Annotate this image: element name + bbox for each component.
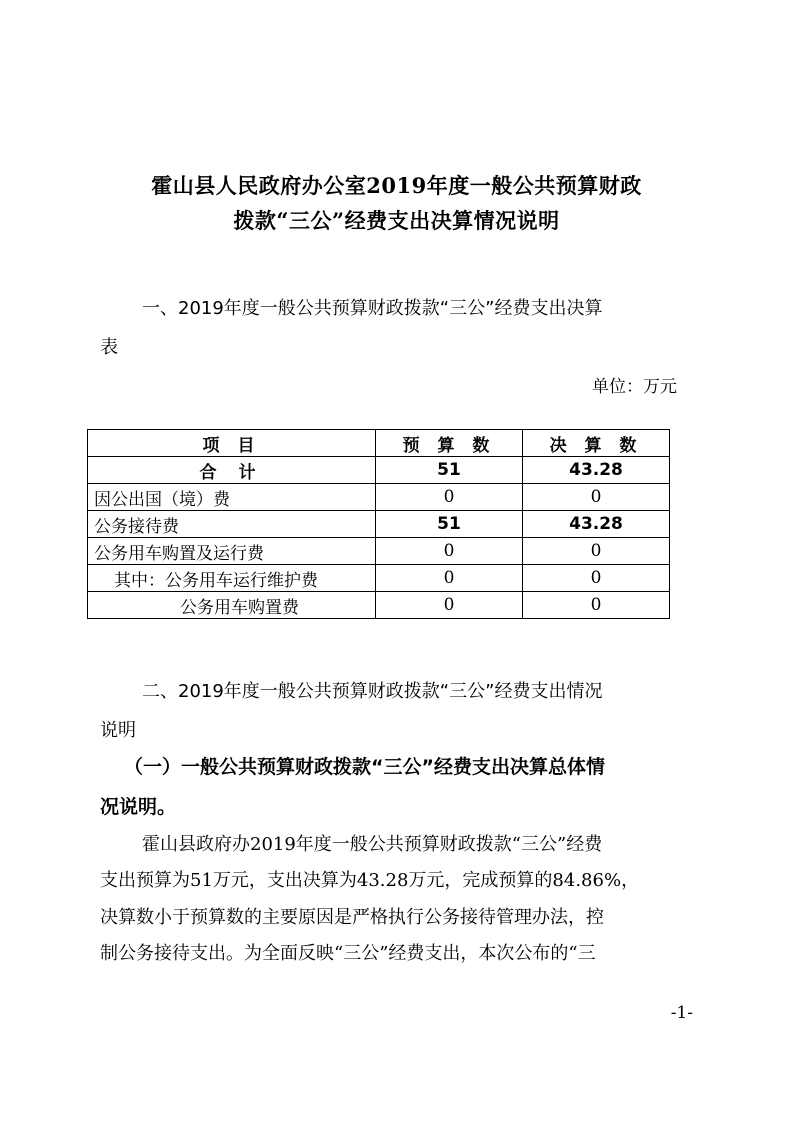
row-budget: 0 [376, 538, 523, 565]
section-2-heading-cont: 说明 [100, 720, 136, 741]
row-item: 公务用车购置费 [88, 592, 376, 619]
table-row [88, 538, 670, 565]
header-budget: 预 算 数 [376, 430, 523, 457]
row-budget: 0 [376, 592, 523, 619]
table-row [88, 511, 670, 538]
subsection-1-heading-cont: 况说明。 [100, 796, 177, 818]
row-actual: 43.28 [523, 511, 670, 538]
row-budget: 0 [376, 484, 523, 511]
row-item: 其中：公务用车运行维护费 [88, 565, 376, 592]
row-item: 公务接待费 [88, 511, 376, 538]
expense-table [87, 429, 670, 619]
document-title-line-1: 霍山县人民政府办公室2019年度一般公共预算财政 [151, 173, 642, 198]
table-row [88, 592, 670, 619]
row-item: 因公出国（境）费 [88, 484, 376, 511]
header-actual: 决 算 数 [523, 430, 670, 457]
section-2-heading: 二、2019年度一般公共预算财政拨款“三公”经费支出情况 [142, 681, 603, 702]
subsection-1-heading: （一）一般公共预算财政拨款“三公”经费支出决算总体情 [124, 756, 605, 778]
section-1-heading-cont: 表 [100, 337, 118, 358]
paragraph-line: 决算数小于预算数的主要原因是严格执行公务接待管理办法，控 [100, 907, 604, 928]
paragraph-line: 霍山县政府办2019年度一般公共预算财政拨款“三公”经费 [142, 834, 603, 855]
row-item: 公务用车购置及运行费 [88, 538, 376, 565]
table-row [88, 457, 670, 484]
paragraph-line: 制公务接待支出。为全面反映“三公”经费支出，本次公布的“三 [100, 943, 596, 964]
document-title-line-2: 拨款“三公”经费支出决算情况说明 [233, 208, 560, 233]
row-actual: 0 [523, 538, 670, 565]
row-actual: 0 [523, 565, 670, 592]
page-number: -1- [670, 1003, 693, 1023]
row-actual: 0 [523, 592, 670, 619]
table-row [88, 484, 670, 511]
unit-label: 单位：万元 [592, 377, 677, 397]
row-budget: 51 [376, 511, 523, 538]
row-item: 合 计 [88, 457, 376, 484]
table-row [88, 565, 670, 592]
header-item: 项 目 [88, 430, 376, 457]
paragraph-line: 支出预算为51万元，支出决算为43.28万元，完成预算的84.86%， [100, 870, 640, 891]
table-header-row [88, 430, 670, 457]
section-1-heading: 一、2019年度一般公共预算财政拨款“三公”经费支出决算 [142, 298, 603, 319]
row-actual: 43.28 [523, 457, 670, 484]
row-budget: 51 [376, 457, 523, 484]
row-budget: 0 [376, 565, 523, 592]
row-actual: 0 [523, 484, 670, 511]
